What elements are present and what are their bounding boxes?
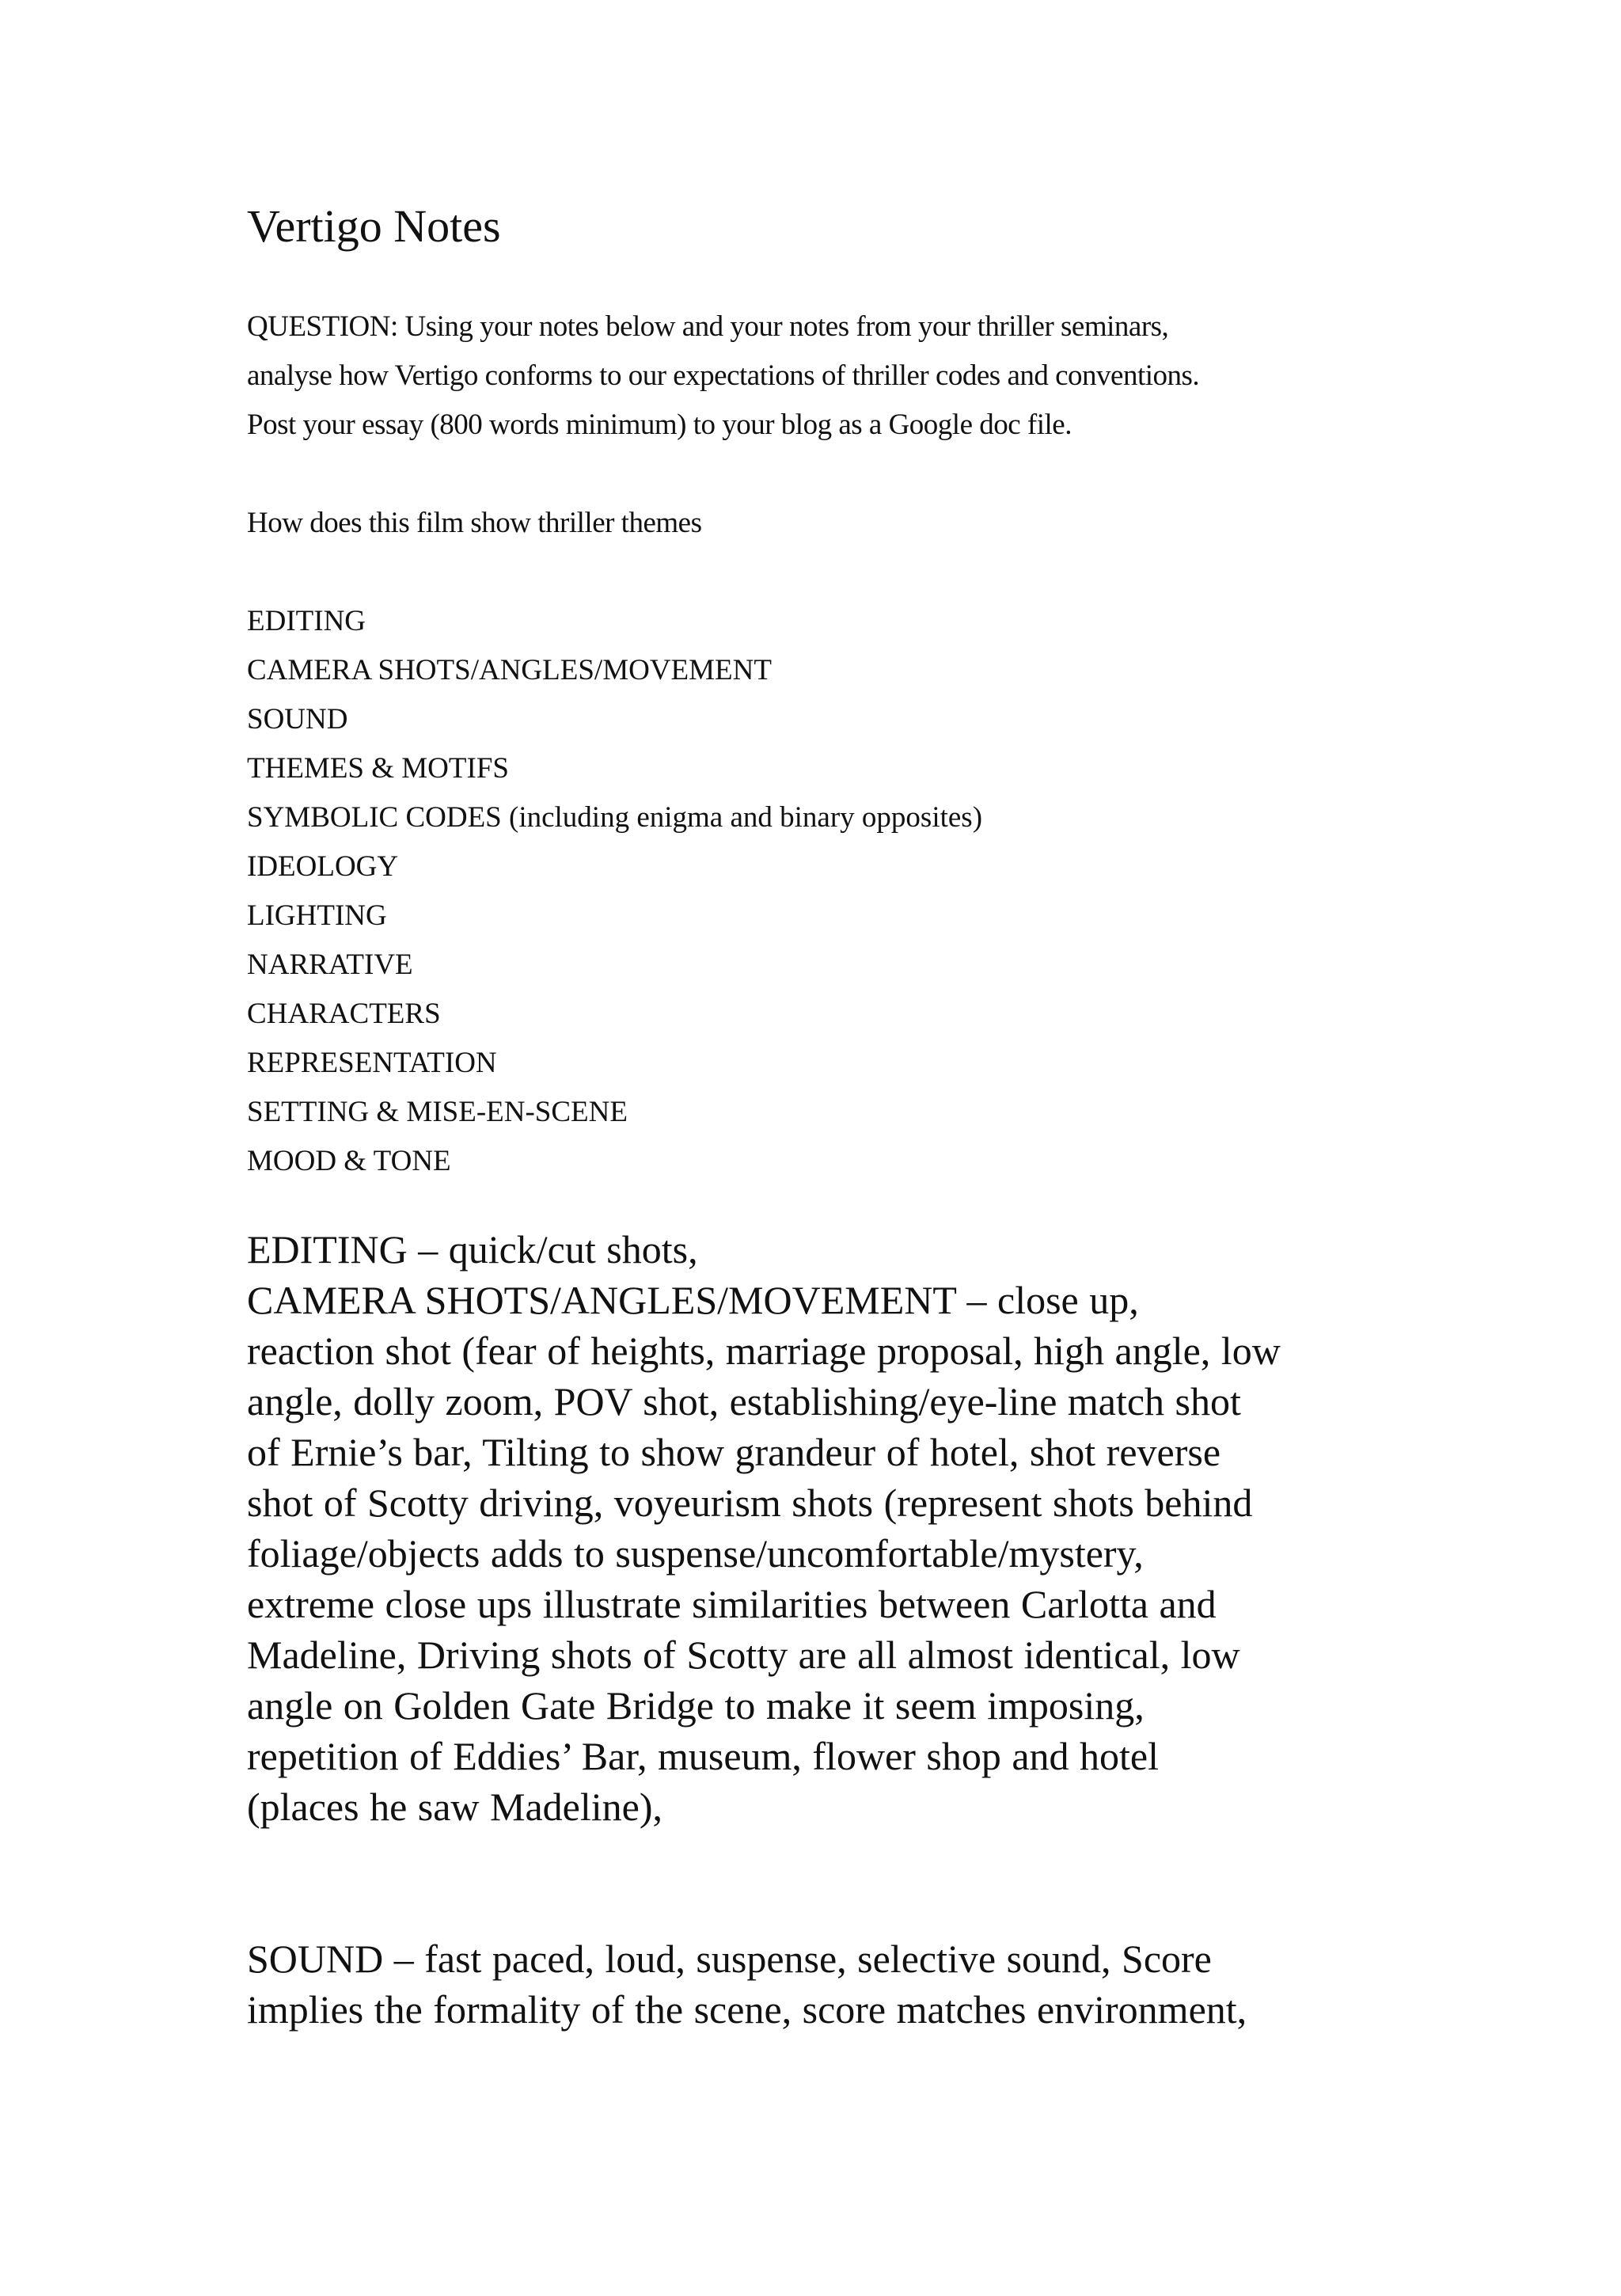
topic-item: LIGHTING	[247, 899, 387, 932]
topic-item: SOUND	[247, 703, 348, 736]
topic-item: CAMERA SHOTS/ANGLES/MOVEMENT	[247, 654, 772, 686]
topic-item: NARRATIVE	[247, 948, 413, 981]
essay-question: QUESTION: Using your notes below and your notes from your thriller seminars, analyse how Vertigo conforms to our expectations of thriller codes and conventions. Post your essay (800 words minimum) to your blog as a Google doc file.	[247, 310, 1200, 441]
sound-notes: SOUND – fast paced, loud, suspense, selective sound, Score implies the formality of the scene, score matches environment,	[247, 1937, 1247, 2032]
document-title: Vertigo Notes	[247, 200, 501, 252]
topic-item: MOOD & TONE	[247, 1145, 451, 1177]
topic-item: CHARACTERS	[247, 998, 441, 1030]
topic-list	[247, 597, 1387, 1186]
topic-item: EDITING	[247, 605, 366, 637]
topic-item: SETTING & MISE-EN-SCENE	[247, 1096, 628, 1128]
topic-item: IDEOLOGY	[247, 850, 399, 883]
themes-question: How does this film show thriller themes	[247, 507, 702, 539]
topic-item: SYMBOLIC CODES (including enigma and binary opposites)	[247, 801, 983, 834]
topic-item: THEMES & MOTIFS	[247, 752, 509, 785]
topic-item: REPRESENTATION	[247, 1047, 497, 1079]
editing-camera-notes: EDITING – quick/cut shots, CAMERA SHOTS/ANGLES/MOVEMENT – close up, reaction shot (fear of heights, marriage proposal, high angle, low angle, dolly zoom, POV shot, establishing/eye-line match shot of Ernie’s bar, Tilting to show grandeur of hotel, shot reverse shot of Scotty driving, voyeurism shots (represent shots behind foliage/objects adds to suspense/uncomfortable/mystery, extreme close ups illustrate similarities between Carlotta and Madeline, Driving shots of Scotty are all almost identical, low angle on Golden Gate Bridge to make it seem imposing, repetition of Eddies’ Bar, museum, flower shop and hotel (places he saw Madeline),	[247, 1227, 1281, 1829]
document-body	[247, 190, 1387, 2035]
